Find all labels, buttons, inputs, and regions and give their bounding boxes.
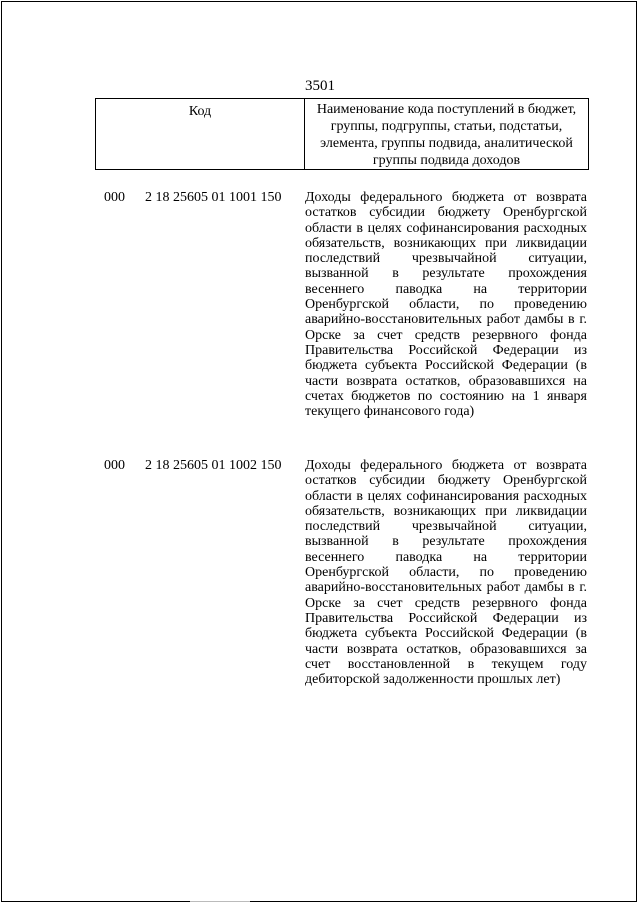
page-number: 3501 <box>305 78 335 94</box>
header-table <box>95 98 589 170</box>
header-row <box>96 99 589 170</box>
header-name: Наименование кода поступлений в бюджет, группы, подгруппы, статьи, подстатьи, элемента, группы подвида, аналитической группы подвида доходов <box>305 99 589 170</box>
budget-code: 2 18 25605 01 1002 150 <box>145 458 282 473</box>
admin-code: 000 <box>104 458 125 473</box>
scan-artifact <box>190 901 250 902</box>
code-description: Доходы федерального бюджета от возврата остатков субсидии бюджету Оренбургской области в целях софинансирования расходных обязательств, возникающих при ликвидации последствий чрезвычайной ситуации, вызванной в результате прохождения весеннего паводка на территории Оренбургской области, по проведению аварийно-восстановительных работ дамбы в г. Орске за счет средств резервного фонда Правительства Российской Федерации из бюджета субъекта Российской Федерации (в части возврата остатков, образовавшихся на счетах бюджетов по состоянию на 1 января текущего финансового года) <box>305 190 587 420</box>
budget-code: 2 18 25605 01 1001 150 <box>145 190 282 205</box>
code-description: Доходы федерального бюджета от возврата остатков субсидии бюджету Оренбургской области в целях софинансирования расходных обязательств, возникающих при ликвидации последствий чрезвычайной ситуации, вызванной в результате прохождения весеннего паводка на территории Оренбургской области, по проведению аварийно-восстановительных работ дамбы в г. Орске за счет средств резервного фонда Правительства Российской Федерации из бюджета субъекта Российской Федерации (в части возврата остатков, образовавшихся за счет восстановленной в текущем году дебиторской задолженности прошлых лет) <box>305 458 587 688</box>
admin-code: 000 <box>104 190 125 205</box>
header-code: Код <box>96 99 305 170</box>
